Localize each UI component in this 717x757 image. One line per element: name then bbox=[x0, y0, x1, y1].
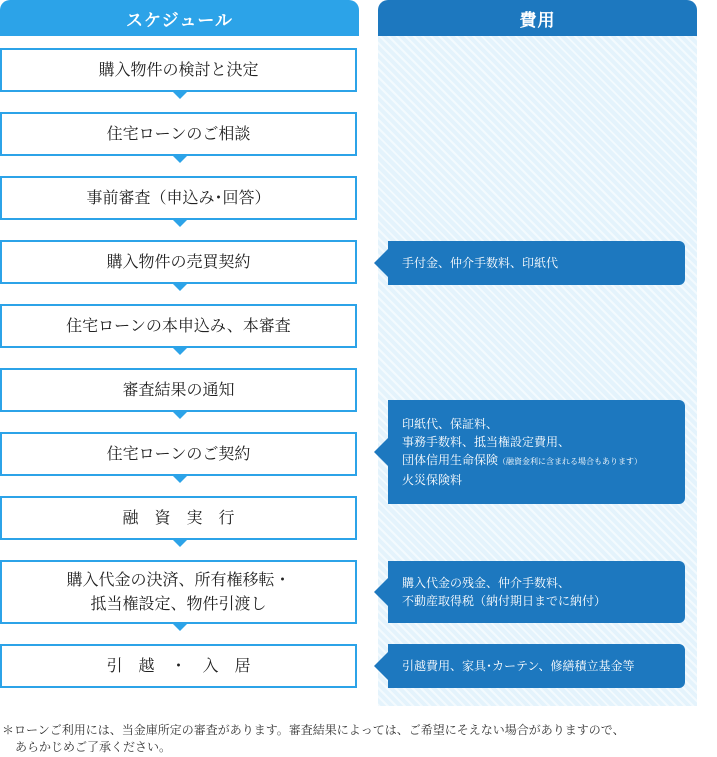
step-arrow bbox=[173, 412, 187, 419]
cost-label: 不動産取得税（納付期日までに納付） bbox=[402, 594, 607, 608]
step-loan-execution bbox=[0, 496, 357, 540]
step-loan-application bbox=[0, 304, 357, 348]
footnote bbox=[2, 722, 714, 756]
step-label: 融 資 実 行 bbox=[122, 508, 235, 527]
step-arrow bbox=[173, 540, 187, 547]
cost-label-main: 団体信用生命保険 bbox=[402, 453, 499, 467]
step-label: 事前審査（申込み･回答） bbox=[86, 188, 271, 207]
step-settlement bbox=[0, 560, 357, 624]
step-label: 審査結果の通知 bbox=[122, 380, 235, 399]
step-sales-contract bbox=[0, 240, 357, 284]
step-arrow bbox=[173, 92, 187, 99]
step-label: 購入物件の売買契約 bbox=[106, 252, 251, 271]
step-purchase-decision bbox=[0, 48, 357, 92]
step-screening-result bbox=[0, 368, 357, 412]
step-label: 購入物件の検討と決定 bbox=[98, 60, 259, 79]
step-arrow bbox=[173, 476, 187, 483]
cost-label bbox=[402, 451, 642, 471]
step-label: 抵当権設定、物件引渡し bbox=[90, 594, 267, 613]
cost-settlement bbox=[388, 561, 685, 623]
cost-label: 火災保険料 bbox=[402, 473, 463, 487]
cost-label-note: （融資金利に含まれる場合もあります） bbox=[498, 457, 643, 466]
cost-label: 手付金、仲介手数料、印紙代 bbox=[402, 256, 559, 270]
cost-header: 費用 bbox=[378, 0, 697, 36]
cost-loan-contract bbox=[388, 400, 685, 504]
cost-label: 印紙代、保証料、 bbox=[402, 417, 499, 431]
step-arrow bbox=[173, 284, 187, 291]
step-arrow bbox=[173, 624, 187, 631]
cost-label: 事務手数料、抵当権設定費用、 bbox=[402, 435, 571, 449]
step-moving-in bbox=[0, 644, 357, 688]
step-pre-screening bbox=[0, 176, 357, 220]
footnote-line: あらかじめご了承ください。 bbox=[15, 740, 172, 754]
schedule-header: スケジュール bbox=[0, 0, 359, 36]
step-label: 住宅ローンのご相談 bbox=[106, 124, 251, 143]
footnote-line: ＊ローンご利用には、当金庫所定の審査があります。審査結果によっては、ご希望にそえない場合がありますので、 bbox=[2, 723, 625, 737]
step-loan-contract bbox=[0, 432, 357, 476]
step-label: 住宅ローンのご契約 bbox=[106, 444, 251, 463]
cost-sales-contract bbox=[388, 241, 685, 285]
step-arrow bbox=[173, 348, 187, 355]
cost-label: 引越費用、家具･カーテン、修繕積立基金等 bbox=[402, 659, 635, 673]
step-label: 住宅ローンの本申込み、本審査 bbox=[66, 316, 291, 335]
step-arrow bbox=[173, 156, 187, 163]
cost-moving-in bbox=[388, 644, 685, 688]
step-label: 購入代金の決済、所有権移転・ bbox=[66, 570, 291, 589]
step-label: 引 越 ・ 入 居 bbox=[106, 656, 251, 675]
cost-label: 購入代金の残金、仲介手数料、 bbox=[402, 576, 571, 590]
step-loan-consultation bbox=[0, 112, 357, 156]
step-arrow bbox=[173, 220, 187, 227]
